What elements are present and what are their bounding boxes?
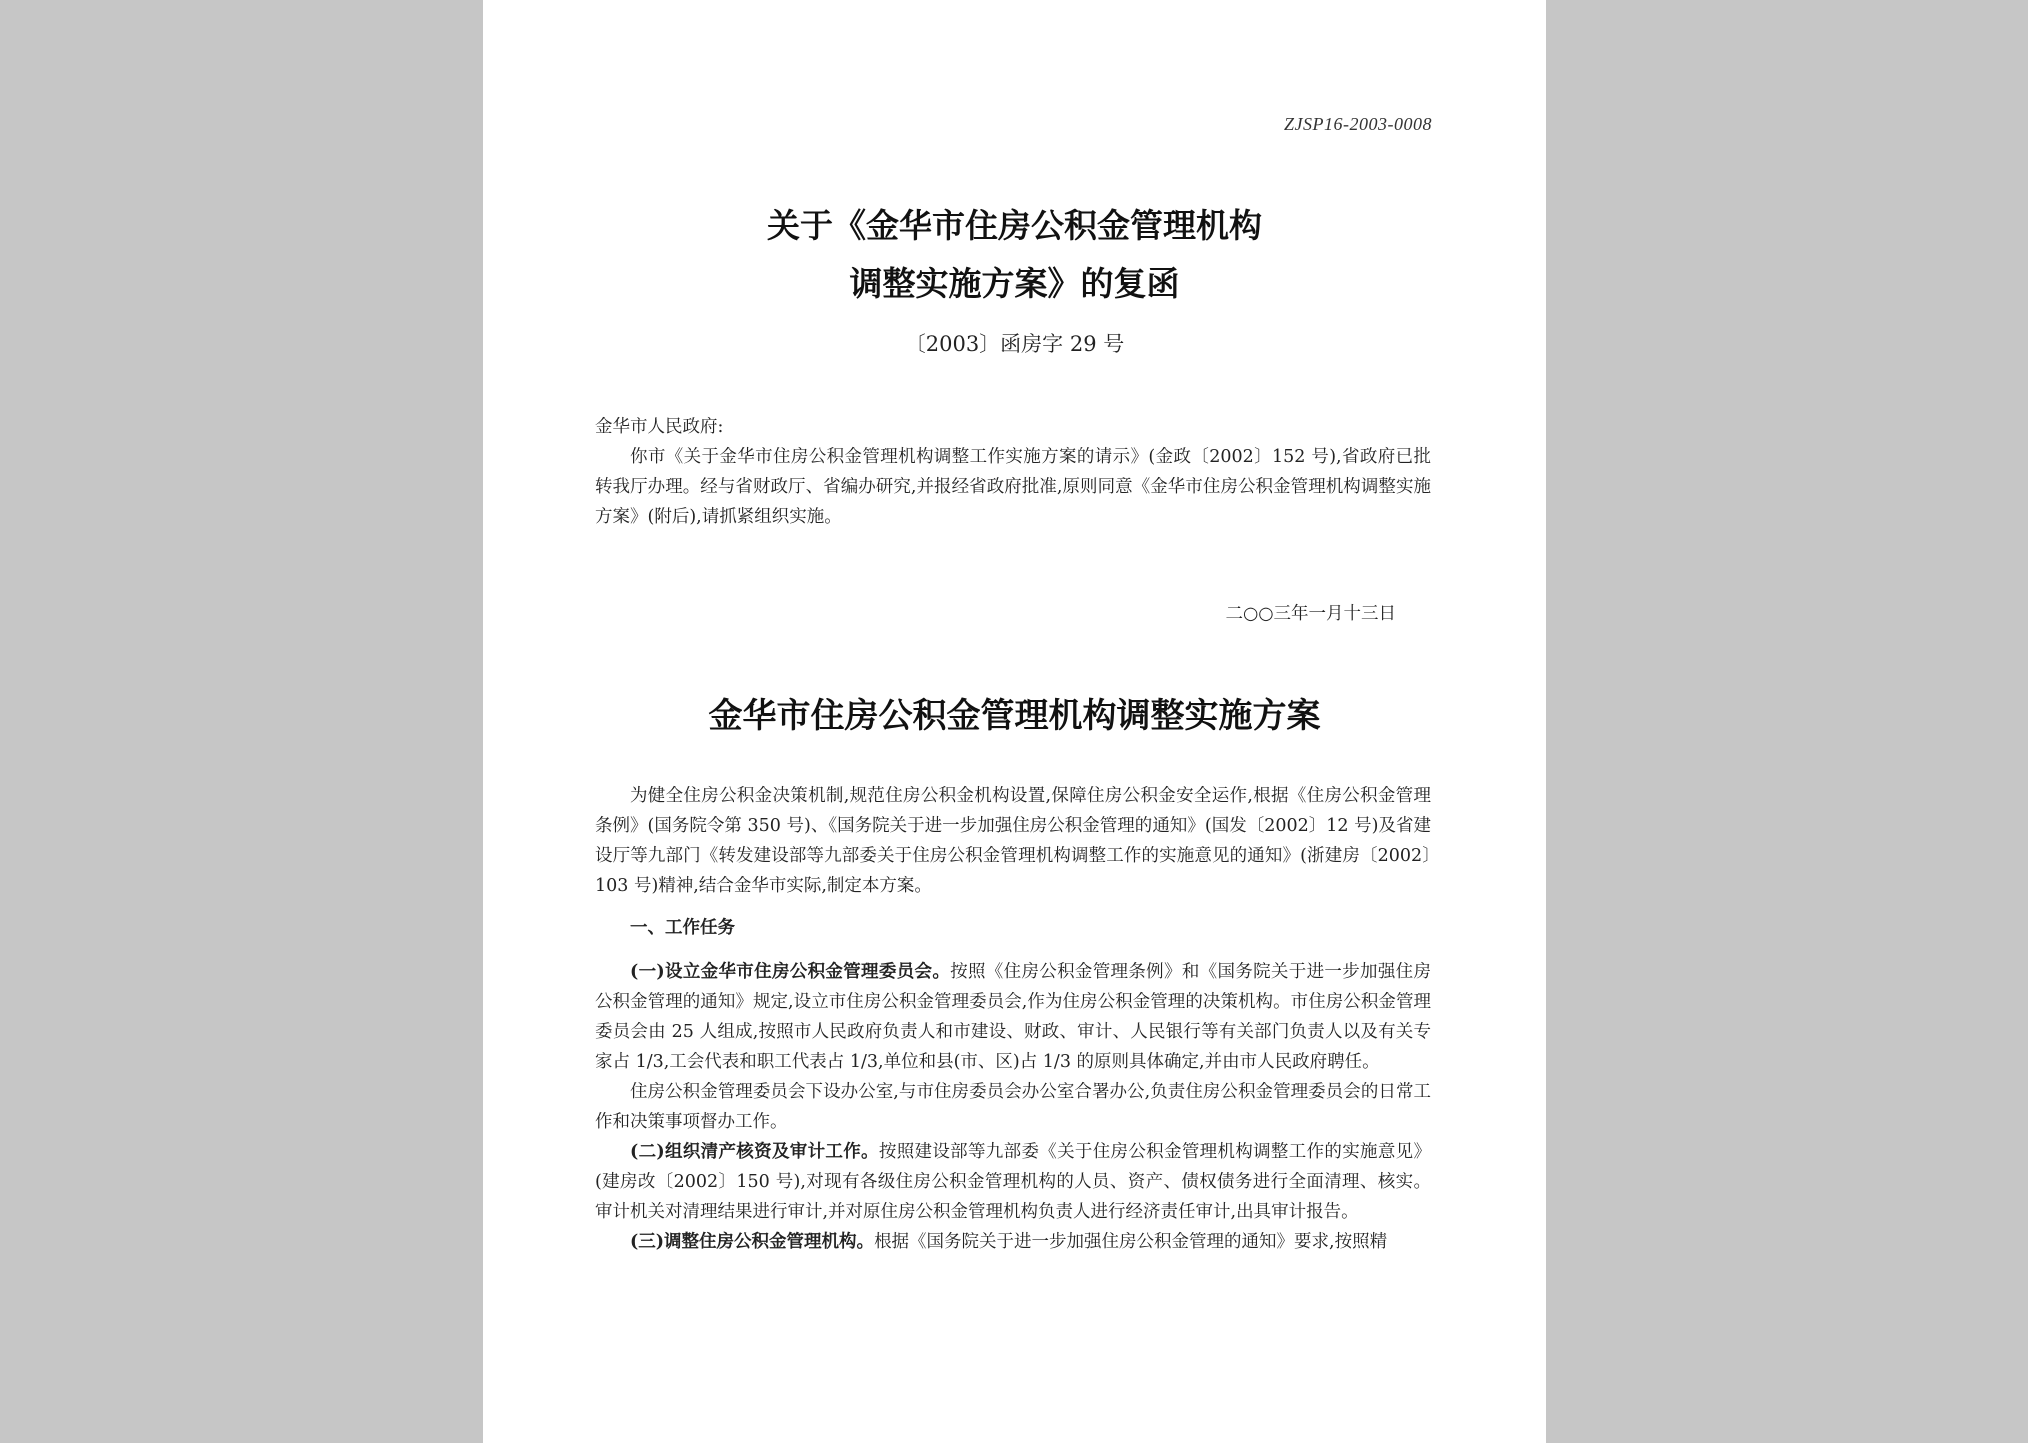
item3-lead: (三)调整住房公积金管理机构。	[630, 1232, 875, 1252]
section1-heading: 一、工作任务	[630, 918, 735, 938]
document-code: ZJSP16-2003-0008	[1284, 114, 1432, 134]
plan-intro: 为健全住房公积金决策机制,规范住房公积金机构设置,保障住房公积金安全运作,根据《住房公积金管理条例》(国务院令第 350 号)、《国务院关于进一步加强住房公积金管理的通知》(国发〔2002〕12 号)及省建设厅等九部门《转发建设部等九部委关于住房公积金管理机构调整工作的实施意见的通知》(浙建房〔2002〕103 号)精神,结合金华市实际,制定本方案。	[595, 786, 1431, 896]
item3-paragraph	[595, 1227, 1431, 1257]
item2-text: 按照建设部等九部委《关于住房公积金管理机构调整工作的实施意见》(建房改〔2002〕150 号),对现有各级住房公积金管理机构的人员、资产、债权债务进行全面清理、核实。审计机关对清理结果进行审计,并对原住房公积金管理机构负责人进行经济责任审计,出具审计报告。	[595, 1142, 1431, 1222]
salutation: 金华市人民政府:	[595, 417, 724, 437]
item1-paragraph2: 住房公积金管理委员会下设办公室,与市住房委员会办公室合署办公,负责住房公积金管理委员会的日常工作和决策事项督办工作。	[595, 1082, 1431, 1132]
date: 二○○三年一月十三日	[1225, 604, 1396, 624]
item1-paragraph	[595, 957, 1431, 1077]
item2-paragraph	[595, 1137, 1431, 1227]
item1-lead: (一)设立金华市住房公积金管理委员会。	[630, 962, 951, 982]
item1-text: 按照《住房公积金管理条例》和《国务院关于进一步加强住房公积金管理的通知》规定,设立市住房公积金管理委员会,作为住房公积金管理的决策机构。市住房公积金管理委员会由 25 人组成,按照市人民政府负责人和市建设、财政、审计、人民银行等有关部门负责人以及有关专家占 1/3,工会代表和职工代表占 1/3,单位和县(市、区)占 1/3 的原则具体确定,并由市人民政府聘任。	[595, 962, 1431, 1072]
plan-title: 金华市住房公积金管理机构调整实施方案	[708, 696, 1321, 736]
plan-body	[595, 781, 1431, 1257]
reply-body: 你市《关于金华市住房公积金管理机构调整工作实施方案的请示》(金政〔2002〕152 号),省政府已批转我厅办理。经与省财政厅、省编办研究,并报经省政府批准,原则同意《金华市住房公积金管理机构调整实施方案》(附后),请抓紧组织实施。	[595, 447, 1431, 527]
document-page	[483, 0, 1546, 1443]
item3-text: 根据《国务院关于进一步加强住房公积金管理的通知》要求,按照精	[874, 1232, 1388, 1252]
reply-letter	[595, 412, 1431, 532]
item2-lead: (二)组织清产核资及审计工作。	[630, 1142, 879, 1162]
reply-title-line2: 调整实施方案》的复函	[849, 264, 1180, 303]
document-number: 〔2003〕函房字 29 号	[904, 332, 1125, 356]
reply-title-line1: 关于《金华市住房公积金管理机构	[767, 206, 1262, 245]
